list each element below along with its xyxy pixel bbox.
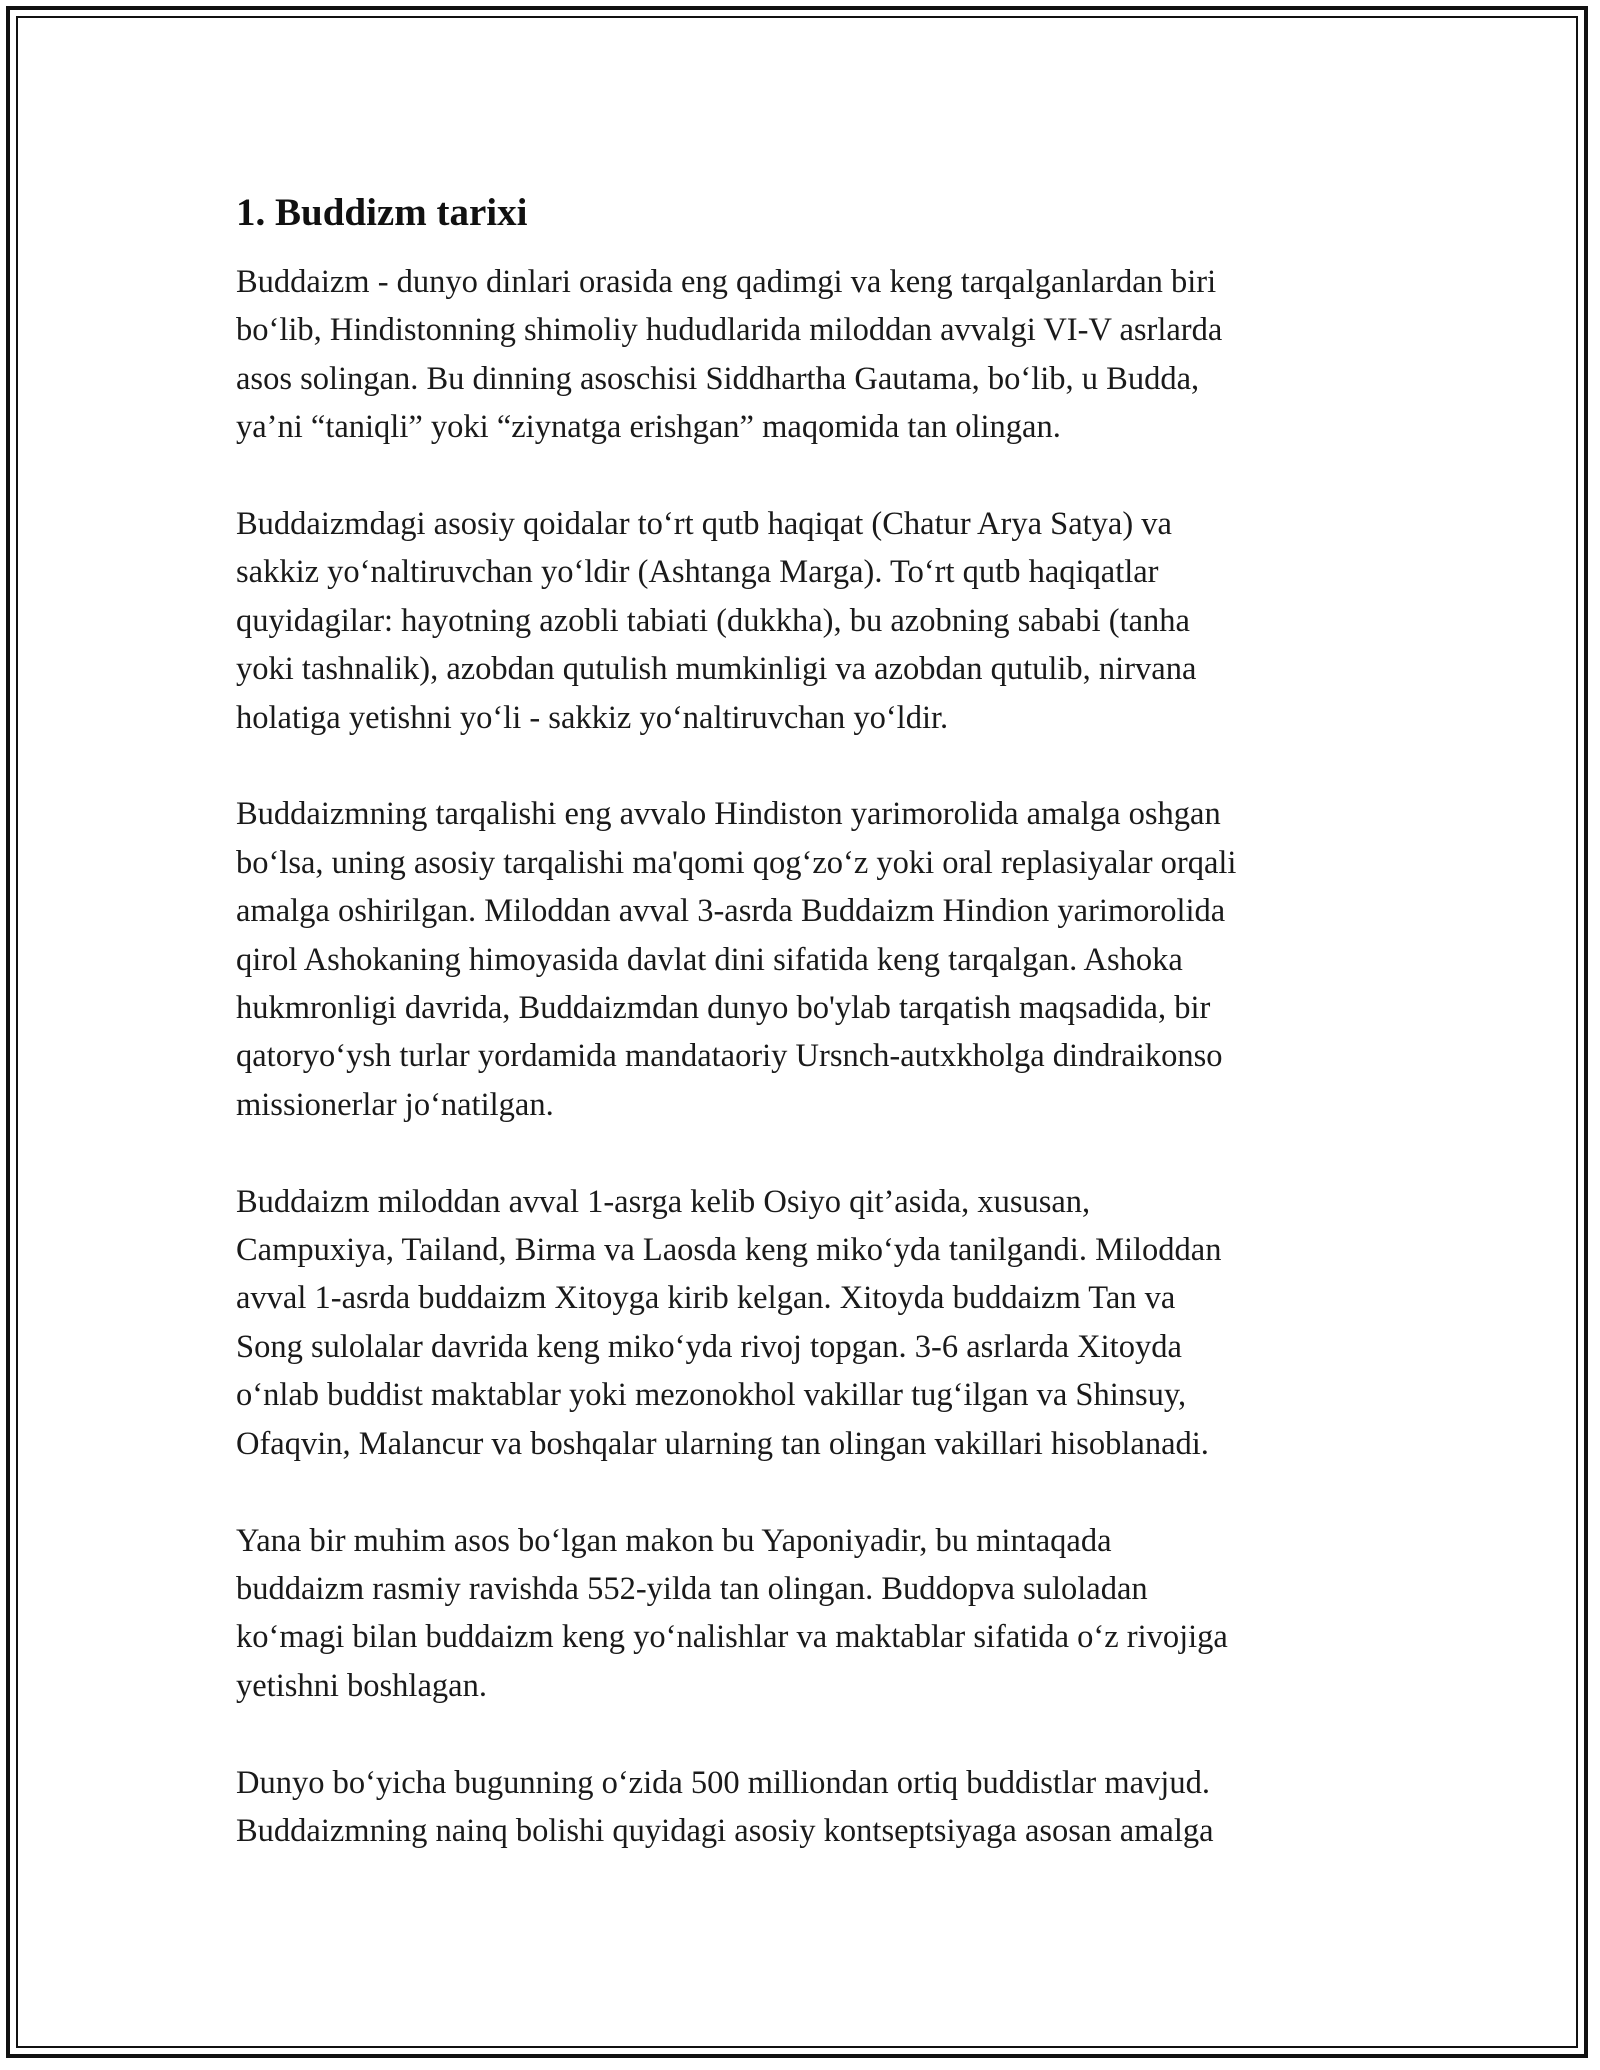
text-line: Buddaizmdagi asosiy qoidalar to‘rt qutb haqiqat (Chatur Arya Satya) va: [236, 506, 1172, 543]
text-line: Buddaizmning tarqalishi eng avvalo Hindiston yarimorolida amalga oshgan: [236, 796, 1221, 833]
text-line: avval 1-asrda buddaizm Xitoyga kirib kelgan. Xitoyda buddaizm Tan va: [236, 1280, 1176, 1317]
paragraph: [236, 258, 1416, 452]
text-line: qatoryo‘ysh turlar yordamida mandataoriy Ursnch-autxkholga dindraikonso: [236, 1038, 1223, 1075]
text-line: o‘nlab buddist maktablar yoki mezonokhol vakillar tug‘ilgan va Shinsuy,: [236, 1377, 1187, 1414]
text-line: sakkiz yo‘naltiruvchan yo‘ldir (Ashtanga Marga). To‘rt qutb haqiqatlar: [236, 554, 1159, 591]
text-line: Ofaqvin, Malancur va boshqalar ularning tan olingan vakillari hisoblanadi.: [236, 1425, 1209, 1462]
text-line: yoki tashnalik), azobdan qutulish mumkinligi va azobdan qutulib, nirvana: [236, 651, 1197, 688]
text-line: asos solingan. Bu dinning asoschisi Siddhartha Gautama, bo‘lib, u Budda,: [236, 360, 1200, 397]
text-line: hukmronligi davrida, Buddaizmdan dunyo bo'ylab tarqatish maqsadida, bir: [236, 990, 1211, 1027]
text-line: ko‘magi bilan buddaizm keng yo‘nalishlar va maktablar sifatida o‘z rivojiga: [236, 1619, 1228, 1656]
text-line: qirol Ashokaning himoyasida davlat dini sifatida keng tarqalgan. Ashoka: [236, 941, 1183, 978]
paragraph: [236, 790, 1416, 1129]
paragraph: [236, 1517, 1416, 1711]
paragraph: [236, 1178, 1416, 1468]
text-line: quyidagilar: hayotning azobli tabiati (dukkha), bu azobning sababi (tanha: [236, 602, 1190, 639]
text-line: missionerlar jo‘natilgan.: [236, 1086, 554, 1123]
text-line: Buddaizm miloddan avval 1-asrga kelib Osiyo qit’asida, xususan,: [236, 1183, 1091, 1220]
text-line: Buddaizm - dunyo dinlari orasida eng qadimgi va keng tarqalganlardan biri: [236, 264, 1217, 300]
paragraph: [236, 500, 1416, 742]
document-body: [236, 186, 1416, 1904]
text-line: Yana bir muhim asos bo‘lgan makon bu Yaponiyadir, bu mintaqada: [236, 1522, 1112, 1559]
paragraph: [236, 1759, 1416, 1856]
text-line: Campuxiya, Tailand, Birma va Laosda keng miko‘yda tanilgandi. Miloddan: [236, 1232, 1222, 1269]
paragraph-list: [236, 258, 1416, 1855]
section-heading: 1. Buddizm tarixi: [236, 191, 528, 234]
text-line: amalga oshirilgan. Miloddan avval 3-asrda Buddaizm Hindion yarimorolida: [236, 893, 1226, 930]
text-line: yetishni boshlagan.: [236, 1667, 487, 1704]
text-line: buddaizm rasmiy ravishda 552-yilda tan olingan. Buddopva suloladan: [236, 1570, 1148, 1607]
text-line: ya’ni “taniqli” yoki “ziynatga erishgan” maqomida tan olingan.: [236, 409, 1061, 446]
text-line: Dunyo bo‘yicha bugunning o‘zida 500 milliondan ortiq buddistlar mavjud.: [236, 1764, 1210, 1801]
text-line: Song sulolalar davrida keng miko‘yda rivoj topgan. 3-6 asrlarda Xitoyda: [236, 1328, 1182, 1365]
text-line: holatiga yetishni yo‘li - sakkiz yo‘naltiruvchan yo‘ldir.: [236, 699, 949, 736]
text-line: bo‘lib, Hindistonning shimoliy hududlarida miloddan avvalgi VI-V asrlarda: [236, 312, 1223, 349]
text-line: Buddaizmning nainq bolishi quyidagi asosiy kontseptsiyaga asosan amalga: [236, 1812, 1214, 1849]
text-line: bo‘lsa, uning asosiy tarqalishi ma'qomi qog‘zo‘z yoki oral replasiyalar orqali: [236, 844, 1237, 881]
